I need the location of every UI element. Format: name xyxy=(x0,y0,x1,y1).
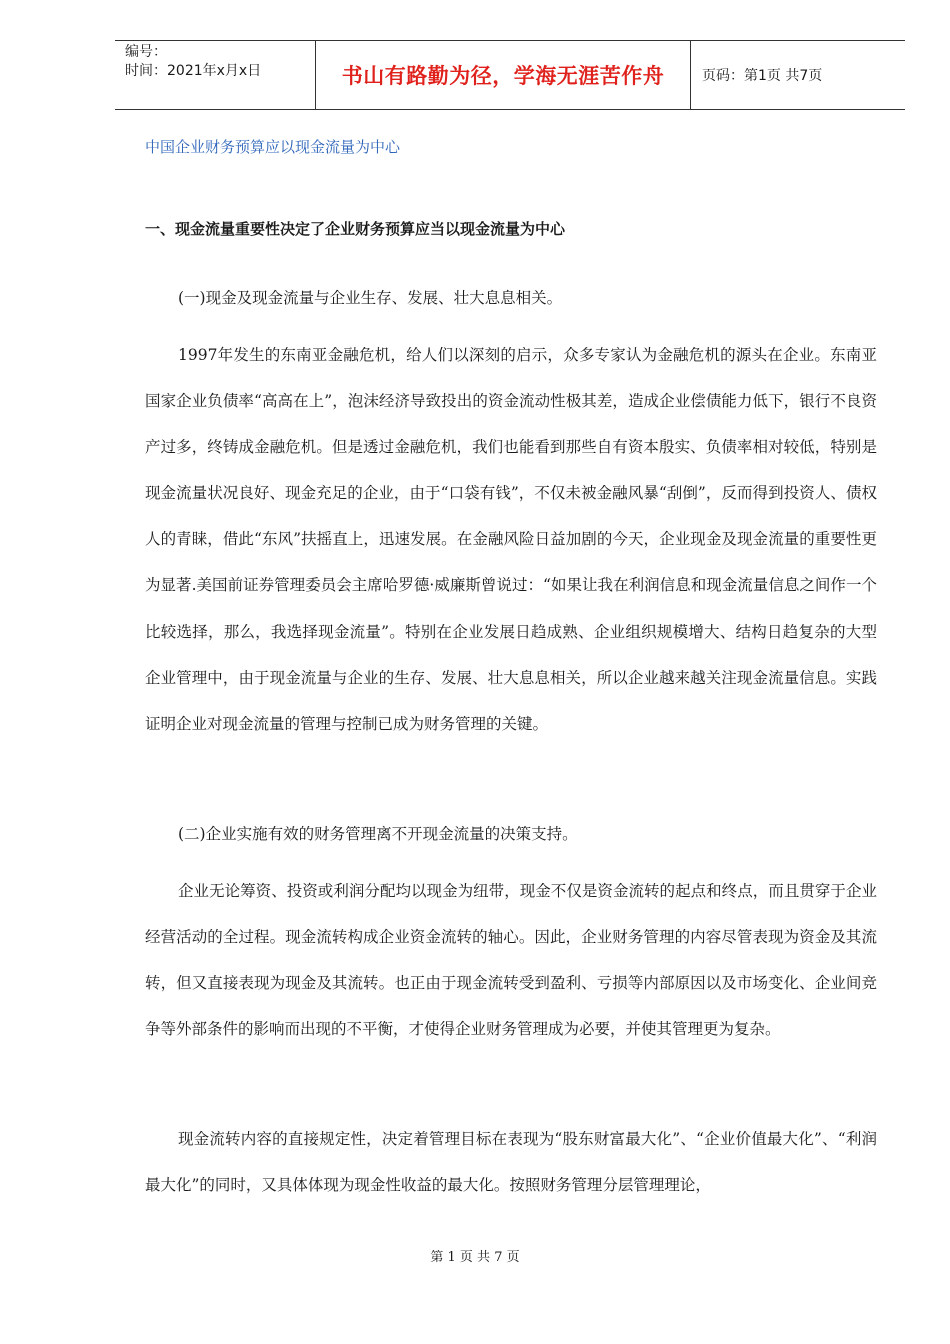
subheading-2: (二)企业实施有效的财务管理离不开现金流量的决策支持。 xyxy=(178,825,578,843)
document-header xyxy=(115,40,905,110)
section-heading: 一、现金流量重要性决定了企业财务预算应当以现金流量为中心 xyxy=(145,220,566,238)
paragraph-3: 现金流转内容的直接规定性，决定着管理目标在表现为“股东财富最大化”、“企业价值最大化”、“利润最大化”的同时，又具体体现为现金性收益的最大化。按照财务管理分层管理理论， xyxy=(145,1130,877,1195)
paragraph-2: 企业无论筹资、投资或利润分配均以现金为纽带，现金不仅是资金流转的起点和终点，而且贯穿于企业经营活动的全过程。现金流转构成企业资金流转的轴心。因此，企业财务管理的内容尽管表现为资金及其流转，但又直接表现为现金及其流转。也正由于现金流转受到盈利、亏损等内部原因以及市场变化、企业间竞争等外部条件的影响而出现的不平衡，才使得企业财务管理成为必要，并使其管理更为复杂。 xyxy=(145,882,877,1039)
document-date-label: 时间：2021年x月x日 xyxy=(125,63,262,79)
document-title: 中国企业财务预算应以现金流量为中心 xyxy=(145,138,401,156)
paragraph-1: 1997年发生的东南亚金融危机，给人们以深刻的启示，众多专家认为金融危机的源头在企业。东南亚国家企业负债率“高高在上”，泡沫经济导致投出的资金流动性极其差，造成企业偿债能力低下，银行不良资产过多，终铸成金融危机。但是透过金融危机，我们也能看到那些自有资本殷实、负债率相对较低，特别是现金流量状况良好、现金充足的企业，由于“口袋有钱”，不仅未被金融风暴“刮倒”，反而得到投资人、债权人的青睐，借此“东风”扶摇直上，迅速发展。在金融风险日益加剧的今天，企业现金及现金流量的重要性更为显著.美国前证券管理委员会主席哈罗德·威廉斯曾说过：“如果让我在利润信息和现金流量信息之间作一个比较选择，那么，我选择现金流量”。特别在企业发展日趋成熟、企业组织规模增大、结构日趋复杂的大型企业管理中，由于现金流量与企业的生存、发展、壮大息息相关，所以企业越来越关注现金流量信息。实践证明企业对现金流量的管理与控制已成为财务管理的关键。 xyxy=(145,346,877,733)
document-number-label: 编号： xyxy=(125,44,167,60)
subheading-1: (一)现金及现金流量与企业生存、发展、壮大息息相关。 xyxy=(178,289,563,307)
page-footer: 第 1 页 共 7 页 xyxy=(430,1250,520,1265)
header-page-info: 页码：第1页 共7页 xyxy=(702,68,823,84)
header-motto: 书山有路勤为径，学海无涯苦作舟 xyxy=(315,41,691,109)
header-meta xyxy=(115,41,315,109)
